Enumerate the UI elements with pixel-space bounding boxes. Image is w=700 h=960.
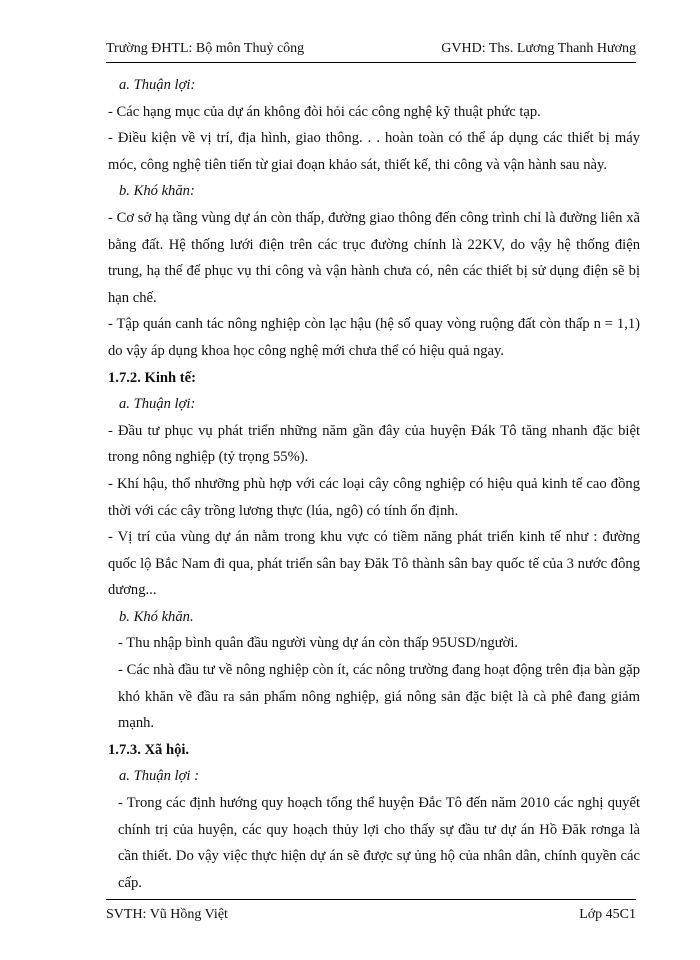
page-footer	[106, 899, 636, 924]
subheading-advantages: a. Thuận lợi:	[119, 77, 196, 93]
paragraph: - Các hạng mục của dự án không đòi hỏi các công nghệ kỹ thuật phức tạp.	[108, 103, 541, 120]
paragraph: - Khí hậu, thổ nhưỡng phù hợp với các loại cây công nghiệp có hiệu quả kinh tế cao đồng thời với các cây trồng lương thực (lúa, ngô) có tính ổn định.	[108, 475, 640, 519]
header-advisor: GVHD: Ths. Lương Thanh Hương	[441, 41, 636, 56]
paragraph: - Thu nhập bình quân đầu người vùng dự án còn thấp 95USD/người.	[118, 635, 519, 652]
paragraph: - Đầu tư phục vụ phát triển những năm gần đây của huyện Đák Tô tăng nhanh đặc biệt trong nông nghiệp (tỷ trọng 55%).	[108, 422, 640, 466]
paragraph: - Trong các định hướng quy hoạch tổng thể huyện Đắc Tô đến năm 2010 các nghị quyết chính trị của huyện, các quy hoạch thủy lợi cho thấy sự đầu tư dự án Hồ Đăk rơnga là cần thiết. Do vậy việc thực hiện dự án sẽ được sự ủng hộ của nhân dân, chính quyền các cấp.	[118, 795, 640, 891]
footer-class: Lớp 45C1	[579, 907, 636, 922]
subheading-difficulties: b. Khó khăn.	[119, 608, 194, 625]
paragraph: - Điều kiện về vị trí, địa hình, giao thông. . . hoàn toàn có thể áp dụng các thiết bị máy móc, công nghệ tiên tiến từ giai đoạn khảo sát, thiết kế, thi công và vận hành sau này.	[108, 130, 640, 173]
paragraph: - Cơ sở hạ tầng vùng dự án còn thấp, đường giao thông đến công trình chỉ là đường liên xã bằng đất. Hệ thống lưới điện trên các trục đường chính là 22KV, do vậy hệ thống điện trung, hạ thế để phục vụ thi công và vận hành chưa có, nên các thiết bị sử dụng điện sẽ bị hạn chế.	[108, 209, 640, 306]
subheading-advantages: a. Thuận lợi :	[119, 768, 199, 785]
page-body	[108, 72, 640, 896]
footer-student: SVTH: Vũ Hồng Việt	[106, 907, 228, 922]
section-heading-economy: 1.7.2. Kinh tế:	[108, 369, 196, 386]
section-heading-society: 1.7.3. Xã hội.	[108, 741, 190, 758]
subheading-difficulties: b. Khó khăn:	[119, 183, 195, 200]
paragraph: - Tập quán canh tác nông nghiệp còn lạc hậu (hệ số quay vòng ruộng đất còn thấp n = 1,1) do vậy áp dụng khoa học công nghệ mới chưa thể có hiệu quả ngay.	[108, 316, 640, 359]
paragraph: - Vị trí của vùng dự án nằm trong khu vực có tiềm năng phát triển kinh tế như : đường quốc lộ Bắc Nam đi qua, phát triển sân bay Đăk Tô thành sân bay quốc tế của 3 nước đông dương...	[108, 529, 640, 599]
subheading-advantages: a. Thuận lợi:	[119, 396, 196, 413]
header-school: Trường ĐHTL: Bộ môn Thuỷ công	[106, 41, 305, 56]
page-header	[106, 40, 636, 63]
paragraph: - Các nhà đầu tư về nông nghiệp còn ít, các nông trường đang hoạt động trên địa bàn gặp khó khăn về đầu ra sản phẩm nông nghiệp, giá nông sản đặc biệt là cà phê đang giảm mạnh.	[118, 662, 640, 732]
